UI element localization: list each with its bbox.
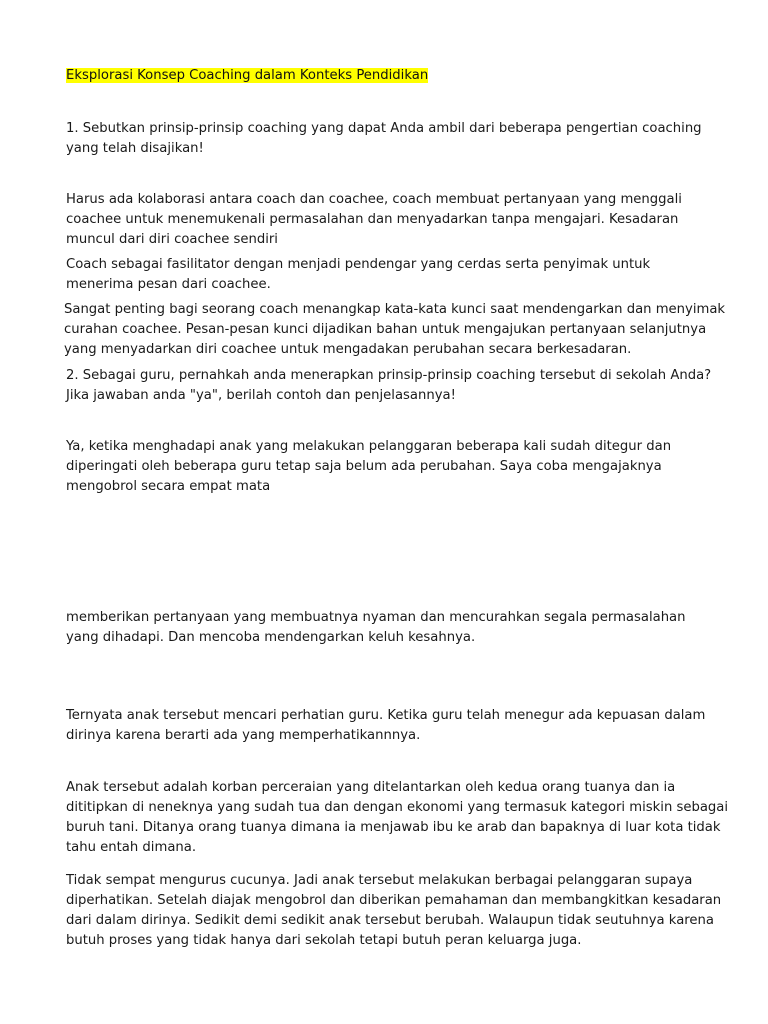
document-title-text: Eksplorasi Konsep Coaching dalam Konteks Pendidikan bbox=[66, 68, 429, 83]
answer-2-paragraph-2: memberikan pertanyaan yang membuatnya nyaman dan mencurahkan segala permasalahan yang dihadapi. Dan mencoba mendengarkan keluh kesahnya. bbox=[66, 610, 686, 645]
question-2: 2. Sebagai guru, pernahkah anda menerapkan prinsip-prinsip coaching tersebut di sekolah Anda? Jika jawaban anda "ya", berilah contoh dan penjelasannya! bbox=[66, 368, 712, 403]
answer-2-paragraph-1: Ya, ketika menghadapi anak yang melakukan pelanggaran beberapa kali sudah ditegur dan diperingati oleh beberapa guru tetap saja belum ada perubahan. Saya coba mengajaknya mengobrol secara empat mata bbox=[66, 439, 672, 494]
answer-2-paragraph-3: Ternyata anak tersebut mencari perhatian guru. Ketika guru telah menegur ada kepuasan dalam dirinya karena berarti ada yang memperhatikannnya. bbox=[66, 708, 706, 743]
answer-2-paragraph-5: Tidak sempat mengurus cucunya. Jadi anak tersebut melakukan berbagai pelanggaran supaya diperhatikan. Setelah diajak mengobrol dan diberikan pemahaman dan membangkitkan kesadaran dari dalam dirinya. Sedikit demi sedikit anak tersebut berubah. Walaupun tidak seutuhnya karena butuh proses yang tidak hanya dari sekolah tetapi butuh peran keluarga juga. bbox=[66, 873, 722, 948]
answer-1-paragraph-2: Coach sebagai fasilitator dengan menjadi pendengar yang cerdas serta penyimak untuk menerima pesan dari coachee. bbox=[66, 257, 651, 292]
answer-1-paragraph-3: Sangat penting bagi seorang coach menangkap kata-kata kunci saat mendengarkan dan menyimak curahan coachee. Pesan-pesan kunci dijadikan bahan untuk mengajukan pertanyaan selanjutnya yang menyadarkan diri coachee untuk mengadakan perubahan secara berkesadaran. bbox=[64, 302, 726, 357]
answer-2-paragraph-4: Anak tersebut adalah korban perceraian yang ditelantarkan oleh kedua orang tuanya dan ia dititipkan di neneknya yang sudah tua dan dengan ekonomi yang termasuk kategori miskin sebagai buruh tani. Ditanya orang tuanya dimana ia menjawab ibu ke arab dan bapaknya di luar kota tidak tahu entah dimana. bbox=[66, 780, 729, 855]
question-1: 1. Sebutkan prinsip-prinsip coaching yang dapat Anda ambil dari beberapa pengertian coaching yang telah disajikan! bbox=[66, 121, 702, 156]
document-title bbox=[66, 66, 428, 86]
answer-1-paragraph-1: Harus ada kolaborasi antara coach dan coachee, coach membuat pertanyaan yang menggali coachee untuk menemukenali permasalahan dan menyadarkan tanpa mengajari. Kesadaran muncul dari diri coachee sendiri bbox=[66, 192, 682, 247]
